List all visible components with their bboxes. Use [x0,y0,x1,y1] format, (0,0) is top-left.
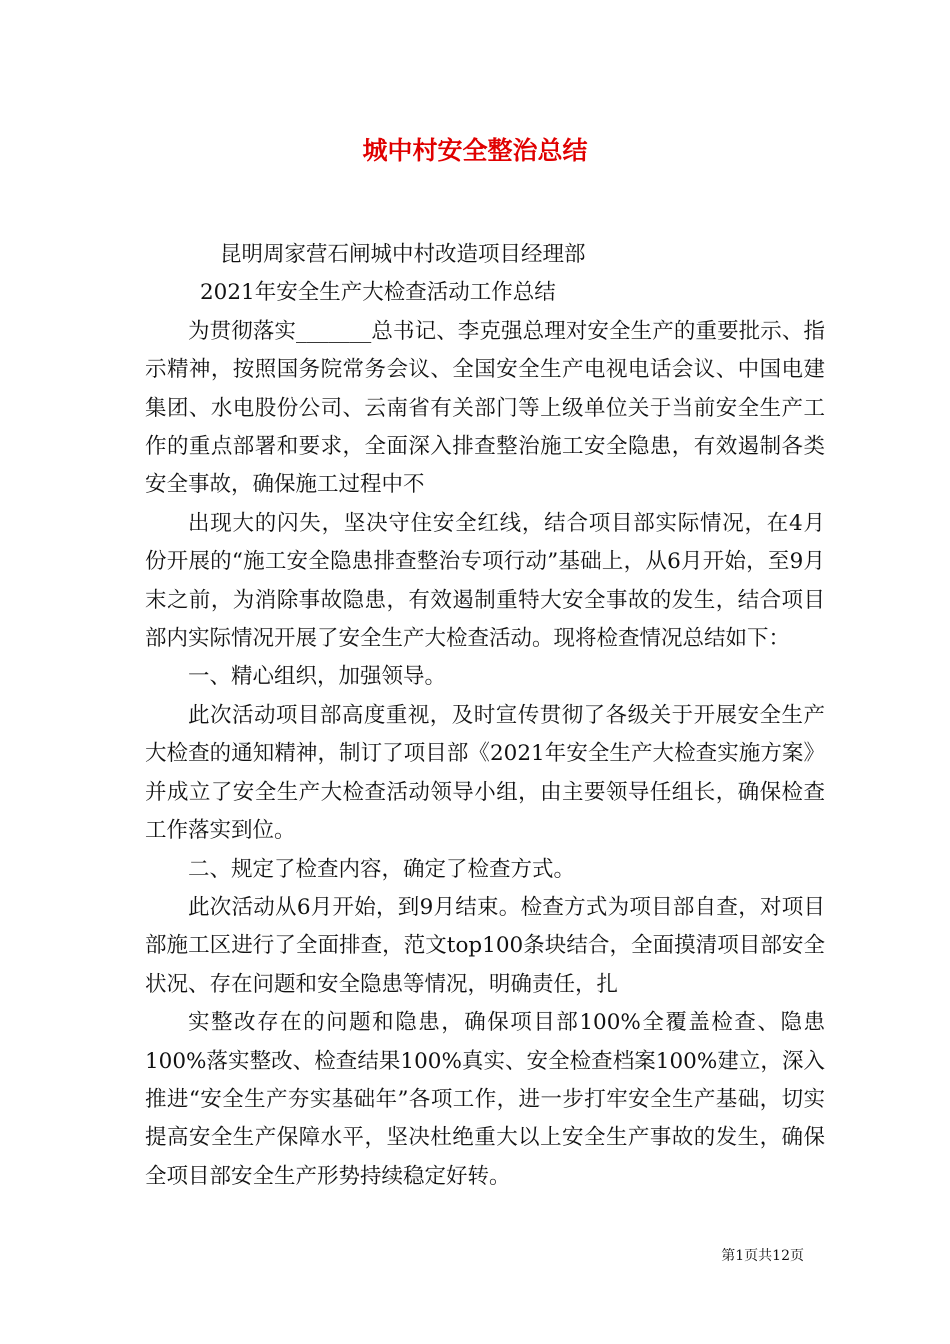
document-body [145,236,825,1196]
report-subtitle: 2021年安全生产大检查活动工作总结 [200,280,556,306]
organization-line: 昆明周家营石闸城中村改造项目经理部 [220,242,586,267]
paragraph: 此次活动项目部高度重视，及时宣传贯彻了各级关于开展安全生产大检查的通知精神，制订了项目部《2021年安全生产大检查实施方案》并成立了安全生产大检查活动领导小组，由主要领导任组长，确保检查工作落实到位。 [145,702,825,844]
page-number: 第1页共12页 [721,1248,804,1264]
paragraph: 出现大的闪失，坚决守住安全红线，结合项目部实际情况，在4月份开展的“施工安全隐患排查整治专项行动”基础上，从6月开始，至9月末之前，为消除事故隐患，有效遏制重特大安全事故的发生，结合项目部内实际情况开展了安全生产大检查活动。现将检查情况总结如下： [145,510,825,652]
paragraph: 实整改存在的问题和隐患，确保项目部100%全覆盖检查、隐患100%落实整改、检查结果100%真实、安全检查档案100%建立，深入推进“安全生产夯实基础年”各项工作，进一步打牢安全生产基础，切实提高安全生产保障水平，坚决杜绝重大以上安全生产事故的发生，确保全项目部安全生产形势持续稳定好转。 [145,1010,825,1189]
document-title: 城中村安全整治总结 [362,136,588,165]
paragraph: 此次活动从6月开始，到9月结束。检查方式为项目部自查，对项目部施工区进行了全面排查，范文top100条块结合，全面摸清项目部安全状况、存在问题和安全隐患等情况，明确责任，扎 [145,894,825,997]
section-heading-1: 一、精心组织，加强领导。 [188,664,447,690]
paragraph: 为贯彻落实_______总书记、李克强总理对安全生产的重要批示、指示精神，按照国务院常务会议、全国安全生产电视电话会议、中国电建集团、水电股份公司、云南省有关部门等上级单位关于当前安全生产工作的重点部署和要求，全面深入排查整治施工安全隐患，有效遏制各类安全事故，确保施工过程中不 [145,318,825,498]
section-heading-2: 二、规定了检查内容，确定了检查方式。 [188,856,576,882]
